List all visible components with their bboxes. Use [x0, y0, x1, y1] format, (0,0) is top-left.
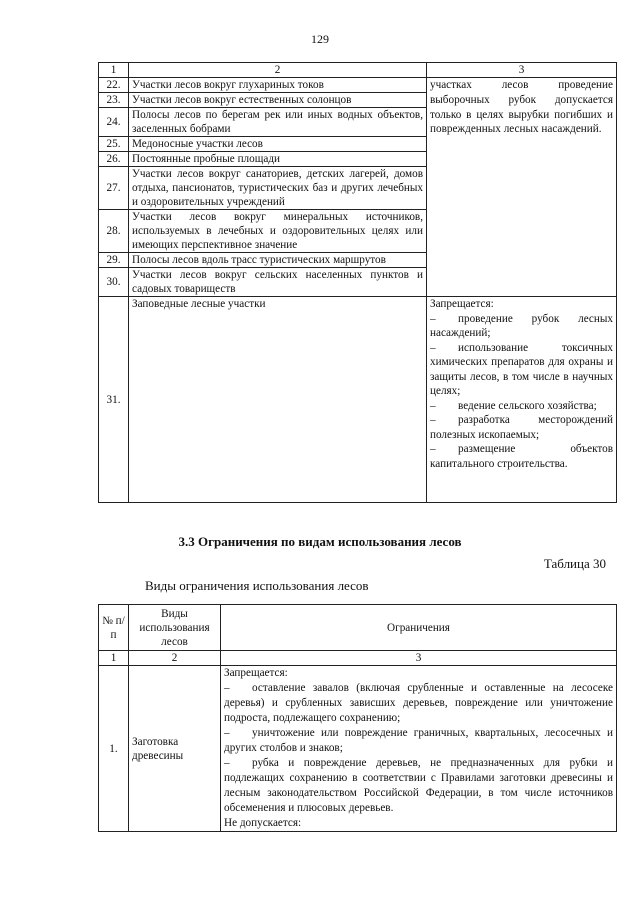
- col-header-restrictions: Ограничения: [221, 605, 617, 651]
- col-header-1: 1: [99, 63, 129, 78]
- restriction-outro: Не допускается:: [224, 817, 302, 829]
- col-header-number: № п/п: [99, 605, 129, 651]
- restriction-item: – рубка и повреждение деревьев, не предназначенных для рубки и подлежащих сохранению в соответствии с Правилами заготовки древесины и лесным законодательством Российской Федерации, в том числе источников обсеменения и плюсовых деревьев.: [224, 757, 613, 814]
- row-number: 26.: [99, 152, 129, 167]
- restriction-cell: [427, 297, 617, 503]
- restriction-item: – размещение объектов капитального строительства.: [430, 443, 613, 470]
- row-number: 27.: [99, 167, 129, 210]
- col-header-3: 3: [427, 63, 617, 78]
- table-caption: Виды ограничения использования лесов: [145, 578, 369, 593]
- row-text: Участки лесов вокруг минеральных источников, используемых в лечебных и оздоровительных целях или имеющих перспективное значение: [129, 210, 427, 253]
- row-text: Участки лесов вокруг санаториев, детских лагерей, домов отдыха, пансионатов, туристических баз и других лечебных и оздоровительных учреждений: [129, 167, 427, 210]
- restriction-item: – разработка месторождений полезных ископаемых;: [430, 414, 613, 441]
- table-row: [99, 78, 617, 93]
- forest-areas-table: [98, 62, 617, 503]
- usage-type: Заготовка древесины: [129, 666, 221, 832]
- table-number: Таблица 30: [543, 556, 606, 571]
- table-row: [99, 666, 617, 832]
- row-text: Участки лесов вокруг глухариных токов: [129, 78, 427, 93]
- restriction-cell: [221, 666, 617, 832]
- row-text: Полосы лесов по берегам рек или иных водных объектов, заселенных бобрами: [129, 108, 427, 137]
- table-row: [99, 297, 617, 503]
- row-text: Постоянные пробные площади: [129, 152, 427, 167]
- table-header-row: [99, 605, 617, 651]
- col-number-3: 3: [221, 651, 617, 666]
- restriction-item: – использование токсичных химических препаратов для охраны и защиты лесов, в том числе в научных целях;: [430, 341, 613, 397]
- restriction-item: – уничтожение или повреждение граничных, квартальных, лесосечных и других столбов и знаков;: [224, 727, 613, 754]
- section-title: 3.3 Ограничения по видам использования лесов: [178, 534, 462, 549]
- row-number: 1.: [99, 666, 129, 832]
- row-number: 29.: [99, 253, 129, 268]
- row-number: 28.: [99, 210, 129, 253]
- row-text: Медоносные участки лесов: [129, 137, 427, 152]
- restriction-item: – проведение рубок лесных насаждений;: [430, 312, 613, 339]
- row-text: Заповедные лесные участки: [129, 297, 427, 503]
- restriction-intro: Запрещается:: [430, 298, 494, 310]
- restriction-cell: участках лесов проведение выборочных рубок допускается только в целях вырубки погибших и поврежденных лесных насаждений.: [427, 78, 617, 297]
- column-number-row: [99, 651, 617, 666]
- row-number: 23.: [99, 93, 129, 108]
- restriction-intro: Запрещается:: [224, 667, 288, 679]
- row-number: 25.: [99, 137, 129, 152]
- col-number-1: 1: [99, 651, 129, 666]
- usage-restrictions-table: [98, 604, 617, 832]
- row-text: Участки лесов вокруг естественных солонцов: [129, 93, 427, 108]
- page-number: 129: [311, 32, 329, 46]
- table-header-row: [99, 63, 617, 78]
- row-number: 31.: [99, 297, 129, 503]
- col-header-usage-type: Виды использования лесов: [129, 605, 221, 651]
- row-number: 22.: [99, 78, 129, 93]
- col-header-2: 2: [129, 63, 427, 78]
- restriction-item: – оставление завалов (включая срубленные и оставленные на лесосеке деревья) и срубленных зависших деревьев, повреждение или уничтожение подроста, подлежащего сохранению;: [224, 682, 613, 724]
- restriction-item: – ведение сельского хозяйства;: [430, 399, 597, 412]
- col-number-2: 2: [129, 651, 221, 666]
- row-number: 30.: [99, 268, 129, 297]
- row-text: Участки лесов вокруг сельских населенных пунктов и садовых товариществ: [129, 268, 427, 297]
- row-text: Полосы лесов вдоль трасс туристических маршрутов: [129, 253, 427, 268]
- row-number: 24.: [99, 108, 129, 137]
